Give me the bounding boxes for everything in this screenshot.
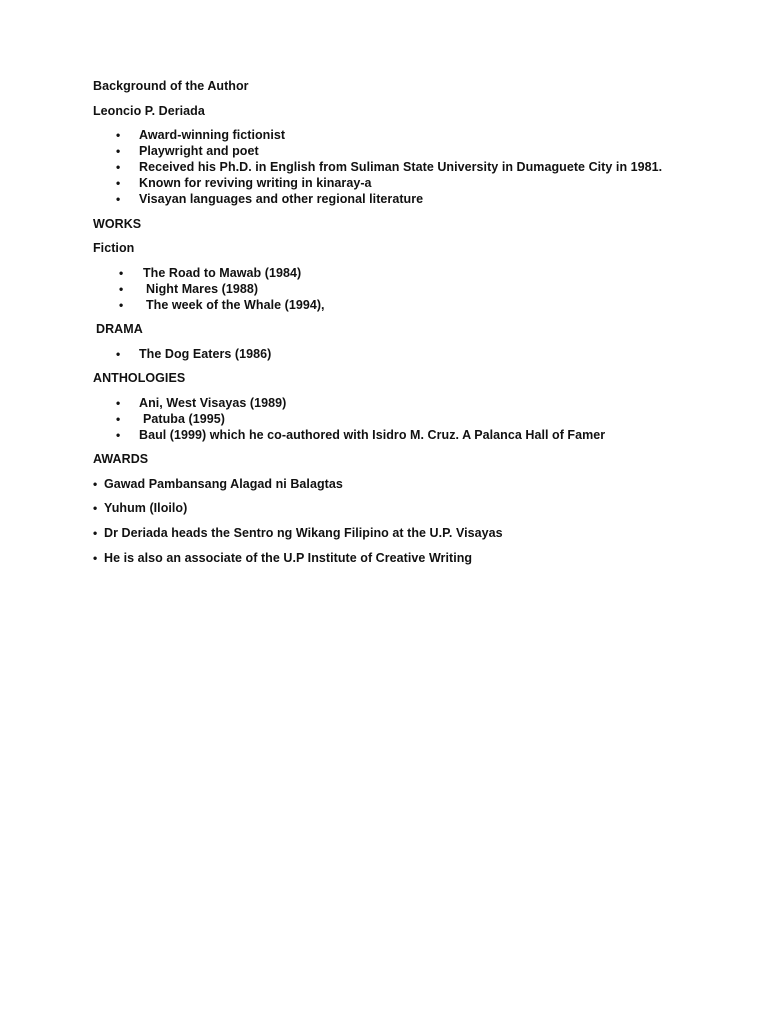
list-item: The Road to Mawab (1984)	[143, 266, 302, 280]
list-item: Night Mares (1988)	[146, 282, 259, 296]
author-name: Leoncio P. Deriada	[93, 104, 205, 118]
anthologies-heading: ANTHOLOGIES	[93, 371, 186, 385]
bullet-icon: •	[116, 128, 121, 142]
list-item: Gawad Pambansang Alagad ni Balagtas	[104, 477, 343, 491]
bullet-icon: •	[93, 501, 98, 515]
list-item: Received his Ph.D. in English from Suliman State University in Dumaguete City in 1981.	[139, 160, 663, 174]
list-item: Visayan languages and other regional literature	[139, 192, 424, 206]
bullet-icon: •	[116, 412, 121, 426]
bullet-icon: •	[93, 477, 98, 491]
bullet-icon: •	[93, 526, 98, 540]
list-item: Award-winning fictionist	[139, 128, 286, 142]
list-item: The Dog Eaters (1986)	[139, 347, 272, 361]
bullet-icon: •	[116, 192, 121, 206]
bullet-icon: •	[119, 298, 124, 312]
list-item: Dr Deriada heads the Sentro ng Wikang Filipino at the U.P. Visayas	[104, 526, 503, 540]
bullet-icon: •	[116, 347, 121, 361]
list-item: Yuhum (Iloilo)	[104, 501, 188, 515]
awards-heading: AWARDS	[93, 452, 149, 466]
bullet-icon: •	[119, 282, 124, 296]
list-item: Playwright and poet	[139, 144, 259, 158]
list-item: Ani, West Visayas (1989)	[139, 396, 287, 410]
works-heading: WORKS	[93, 217, 142, 231]
bullet-icon: •	[116, 176, 121, 190]
list-item: Patuba (1995)	[143, 412, 225, 426]
bullet-icon: •	[116, 396, 121, 410]
document-title: Background of the Author	[93, 79, 249, 93]
bullet-icon: •	[119, 266, 124, 280]
drama-heading: DRAMA	[96, 322, 143, 336]
list-item: The week of the Whale (1994),	[146, 298, 325, 312]
fiction-heading: Fiction	[93, 241, 135, 255]
bullet-icon: •	[116, 144, 121, 158]
list-item: He is also an associate of the U.P Institute of Creative Writing	[104, 551, 473, 565]
bullet-icon: •	[93, 551, 98, 565]
bullet-icon: •	[116, 160, 121, 174]
list-item: Known for reviving writing in kinaray-a	[139, 176, 372, 190]
bullet-icon: •	[116, 428, 121, 442]
list-item: Baul (1999) which he co-authored with Isidro M. Cruz. A Palanca Hall of Famer	[139, 428, 606, 442]
